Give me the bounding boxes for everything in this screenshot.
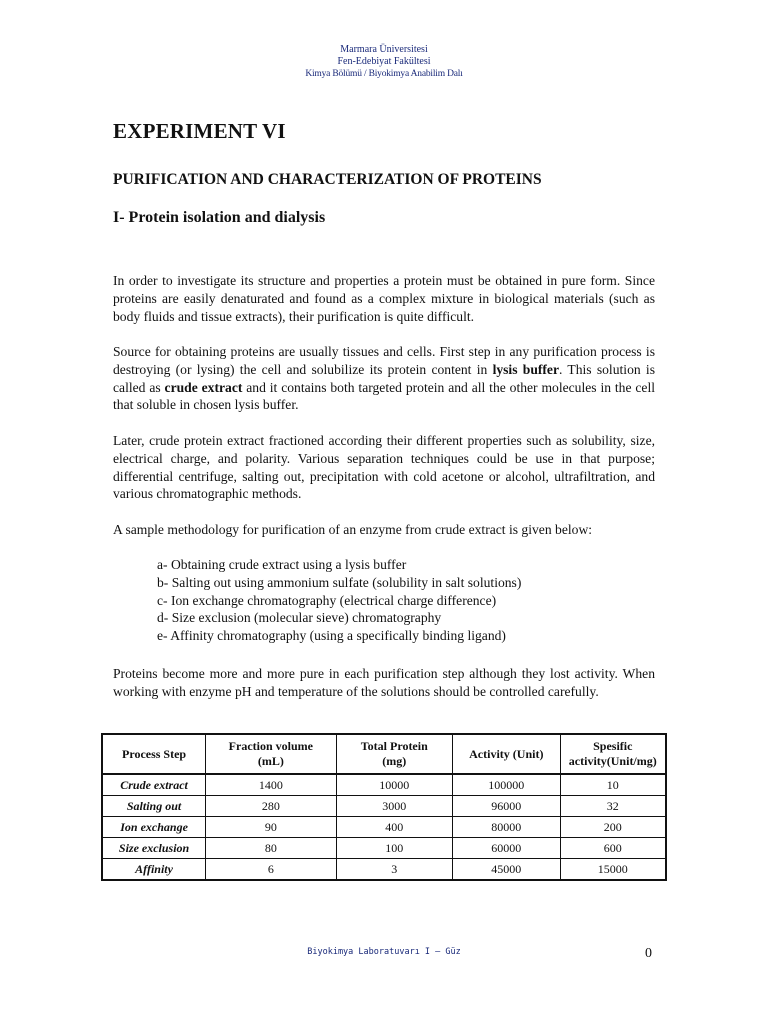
list-item: d- Size exclusion (molecular sieve) chromatography xyxy=(157,610,442,626)
table-row xyxy=(102,796,666,817)
list-item: e- Affinity chromatography (using a specifically binding ligand) xyxy=(157,628,506,644)
page-footer: Biyokimya Laboratuvarı I – Güz xyxy=(307,947,461,957)
table-cell: 100 xyxy=(336,838,452,859)
term-crude-extract: crude extract xyxy=(164,379,243,395)
list-item: b- Salting out using ammonium sulfate (solubility in salt solutions) xyxy=(157,574,522,590)
header-specific-activity xyxy=(560,734,666,774)
table-row xyxy=(102,838,666,859)
table-cell: 80 xyxy=(206,838,336,859)
table-cell: 32 xyxy=(560,796,666,817)
header-text: Fraction volume xyxy=(228,739,313,753)
table-cell: 60000 xyxy=(453,838,561,859)
table-cell: 600 xyxy=(560,838,666,859)
section-heading: I- Protein isolation and dialysis xyxy=(113,209,326,226)
table-cell-step: Ion exchange xyxy=(102,817,206,838)
table-cell: 400 xyxy=(336,817,452,838)
paragraph-text: . This solution is called as xyxy=(113,361,655,395)
paragraph-lysis xyxy=(113,343,655,414)
table-cell-step: Crude extract xyxy=(102,774,206,796)
table-cell-step: Size exclusion xyxy=(102,838,206,859)
list-item: c- Ion exchange chromatography (electrical charge difference) xyxy=(157,592,497,608)
table-cell-step: Affinity xyxy=(102,859,206,881)
header-text: Total Protein xyxy=(360,739,428,753)
table-cell: 15000 xyxy=(560,859,666,881)
header-activity xyxy=(453,734,561,774)
table-cell-step: Salting out xyxy=(102,796,206,817)
table-cell: 3 xyxy=(336,859,452,881)
page-subtitle: PURIFICATION AND CHARACTERIZATION OF PROTEINS xyxy=(113,171,542,188)
table-cell: 280 xyxy=(206,796,336,817)
header-text: (mL) xyxy=(257,754,284,768)
table-cell: 96000 xyxy=(453,796,561,817)
header-fraction-volume xyxy=(206,734,336,774)
paragraph-fractionation: Later, crude protein extract fractioned according their different properties such as solubility, size, electrical charge, and polarity. Various separation techniques could be use in that purpose; differential centrifuge, salting out, precipitation with cold acetone or alcohol, ultrafiltration, and various chromatographic methods. xyxy=(113,433,655,502)
purification-table xyxy=(101,733,667,881)
table-header-row xyxy=(102,734,666,774)
header-total-protein xyxy=(336,734,452,774)
header-text: Process Step xyxy=(122,746,187,761)
paragraph-text: and it contains both targeted protein and all the other molecules in the cell that soluble in chosen lysis buffer. xyxy=(113,379,655,413)
header-process-step xyxy=(102,734,206,774)
table-row xyxy=(102,774,666,796)
table-cell: 90 xyxy=(206,817,336,838)
paragraph-text: Source for obtaining proteins are usually tissues and cells. First step in any purification process is destroying (or lysing) the cell and solubilize its protein content in xyxy=(113,344,655,377)
header-department: Kimya Bölümü / Biyokimya Anabilim Dalı xyxy=(305,69,463,79)
table-cell: 6 xyxy=(206,859,336,881)
table-cell: 10000 xyxy=(336,774,452,796)
term-lysis-buffer: lysis buffer xyxy=(492,361,559,377)
table-cell: 100000 xyxy=(453,774,561,796)
paragraph-intro: In order to investigate its structure and properties a protein must be obtained in pure form. Since proteins are easily denaturated and found as a complex mixture in biological materials (such as body fluids and tissue extracts), their purification is quite difficult. xyxy=(113,273,655,324)
table-cell: 80000 xyxy=(453,817,561,838)
table-row xyxy=(102,817,666,838)
table-cell: 200 xyxy=(560,817,666,838)
table-cell: 10 xyxy=(560,774,666,796)
table-cell: 3000 xyxy=(336,796,452,817)
header-faculty: Fen-Edebiyat Fakültesi xyxy=(337,56,431,67)
table-cell: 45000 xyxy=(453,859,561,881)
table-row xyxy=(102,859,666,881)
paragraph-purity: Proteins become more and more pure in each purification step although they lost activity. When working with enzyme pH and temperature of the solutions should be controlled carefully. xyxy=(113,666,655,699)
header-text: activity(Unit/mg) xyxy=(568,754,657,768)
header-text: (mg) xyxy=(382,754,407,768)
header-text: Activity (Unit) xyxy=(469,746,544,761)
page-title: EXPERIMENT VI xyxy=(113,119,286,143)
paragraph-methodology: A sample methodology for purification of an enzyme from crude extract is given below: xyxy=(113,522,593,537)
page-number: 0 xyxy=(645,946,652,961)
table-cell: 1400 xyxy=(206,774,336,796)
page-header xyxy=(0,44,768,80)
header-university: Marmara Üniversitesi xyxy=(340,44,428,55)
purification-steps-list xyxy=(157,556,521,645)
list-item: a- Obtaining crude extract using a lysis buffer xyxy=(157,557,407,572)
header-text: Spesific xyxy=(593,739,633,753)
